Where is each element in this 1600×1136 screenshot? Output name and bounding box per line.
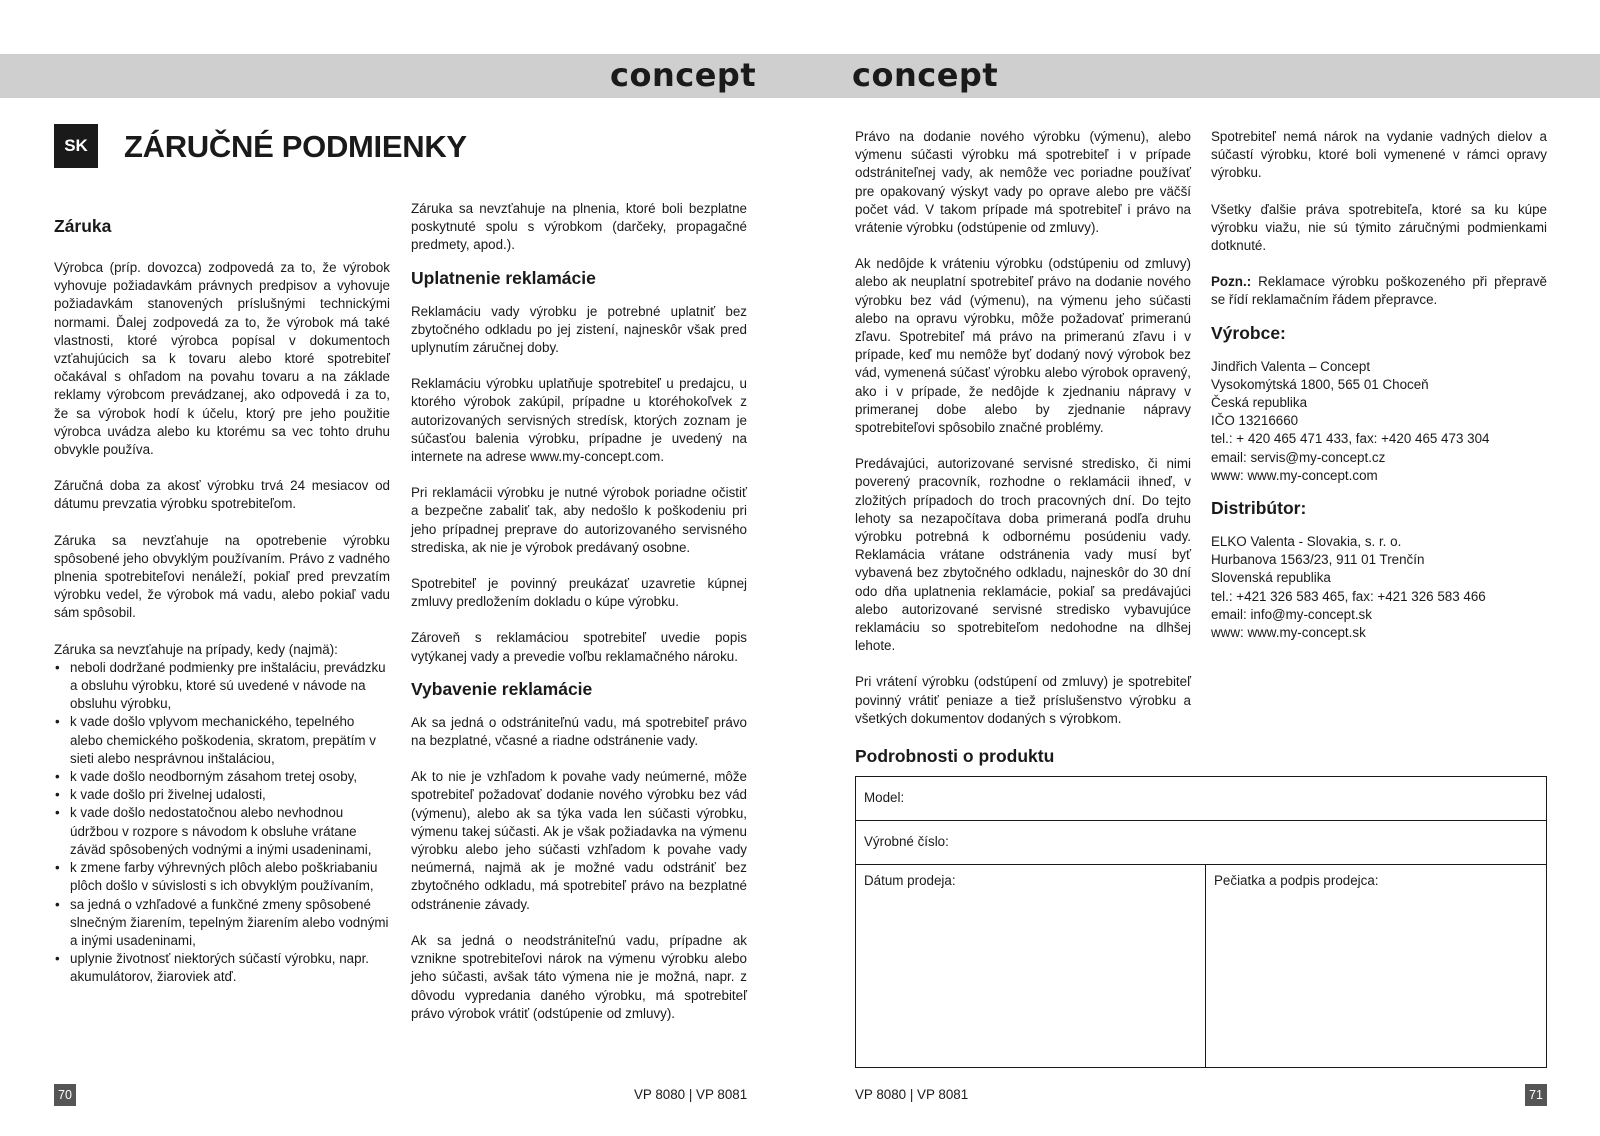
- list-item: • sa jedná o vzhľadové a funkčné zmeny spôsobené slnečným žiarením, tepelným žiarením alebo vodnými a inými usadeninami,: [70, 896, 390, 951]
- serial-number-field[interactable]: [856, 821, 1546, 865]
- settlement-heading: Vybavenie reklamácie: [411, 678, 593, 699]
- address-line: Hurbanova 1563/23, 911 01 Trenčín: [1211, 552, 1425, 568]
- product-details-table: [855, 776, 1547, 1068]
- paragraph: Záruka sa nevzťahuje na plnenia, ktoré boli bezplatne poskytnuté spolu s výrobkom (darčeky, propagačné predmety, apod.).: [411, 201, 747, 253]
- paragraph: Spotrebiteľ je povinný preukázať uzavretie kúpnej zmluvy predložením dokladu o kúpe výrobku.: [411, 576, 747, 610]
- paragraph: Záruka sa nevzťahuje na opotrebenie výrobku spôsobené jeho obvyklým používaním. Právo z vadného plnenia spotrebiteľovi nenáleží, pokiaľ pred prevzatím výrobku vedel, že výrobok má vadu, alebo pokiaľ vadu sám spôsobil.: [54, 532, 390, 621]
- paragraph: Ak sa jedná o neodstrániteľnú vadu, prípadne ak vznikne spotrebiteľovi nárok na výmenu výrobku alebo jeho súčasti, avšak táto výmena nie je možná, napr. z dôvodu vypredania daného výrobku, má spotrebiteľ právo výrobok vrátiť (odstúpenie od zmluvy).: [411, 932, 747, 1021]
- paragraph: Zároveň s reklamáciou spotrebiteľ uvedie popis vytýkanej vady a prevedie voľbu reklamačného nároku.: [411, 630, 747, 664]
- distributor-heading: Distribútor:: [1211, 498, 1307, 519]
- note-text: Reklamace výrobku poškozeného při přepravě se řídí reklamačním řádem přepravce.: [1211, 274, 1547, 308]
- address-line: tel.: +421 326 583 465, fax: +421 326 583 466: [1211, 588, 1486, 604]
- address-line: Jindřich Valenta – Concept: [1211, 358, 1371, 374]
- seller-stamp-field[interactable]: [1206, 865, 1546, 1067]
- address-line: www: www.my-concept.sk: [1211, 625, 1366, 641]
- footer-model-left: VP 8080 | VP 8081: [634, 1087, 748, 1102]
- paragraph: Právo na dodanie nového výrobku (výmenu), alebo výmenu súčasti výrobku má spotrebiteľ i v prípade odstrániteľnej vady, ak nemôže vec poriadne používať pre opakovaný výskyt vady po oprave alebo pre väčší počet vád. V takom prípade má spotrebiteľ i právo na vrátenie výrobku (odstúpenie od zmluvy).: [855, 129, 1191, 236]
- paragraph: Všetky ďalšie práva spotrebiteľa, ktoré sa ku kúpe výrobku viažu, nie sú týmito záručnými podmienkami dotknuté.: [1211, 201, 1547, 254]
- note-paragraph: [1211, 273, 1547, 309]
- list-item: • neboli dodržané podmienky pre inštaláciu, prevádzku a obsluhu výrobku, ktoré sú uvedené v návode na obsluhu výrobku,: [70, 659, 390, 714]
- footer-model-right: VP 8080 | VP 8081: [855, 1087, 969, 1102]
- list-intro: Záruka sa nevzťahuje na prípady, kedy (najmä):: [54, 641, 338, 657]
- address-line: email: info@my-concept.sk: [1211, 606, 1372, 622]
- page-number-left: 70: [54, 1084, 76, 1106]
- language-badge: SK: [54, 124, 98, 168]
- column-1: [54, 215, 390, 987]
- address-line: IČO 13216660: [1211, 413, 1299, 429]
- list-item: • k vade došlo nedostatočnou alebo nevhodnou údržbou v rozpore s návodom k obsluhe vrátane záväd spôsobených vodnými a inými usadeninami,: [70, 804, 390, 859]
- paragraph: Pri vrátení výrobku (odstúpení od zmluvy) je spotrebiteľ povinný vrátiť peniaze a tiež príslušenstvo výrobku a všetkých dokumentov dodaných s výrobkom.: [855, 674, 1191, 726]
- page-title: ZÁRUČNÉ PODMIENKY: [124, 129, 467, 164]
- column-2: [411, 200, 747, 1041]
- serial-number-label: Výrobné číslo:: [864, 834, 949, 849]
- paragraph: Reklamáciu vady výrobku je potrebné uplatniť bez zbytočného odkladu po jej zistení, najneskôr však pred uplynutím záručnej doby.: [411, 303, 747, 356]
- sale-date-field[interactable]: [856, 865, 1206, 1067]
- column-4: [1211, 128, 1547, 642]
- paragraph: Ak nedôjde k vráteniu výrobku (odstúpeniu od zmluvy) alebo ak neuplatní spotrebiteľ právo na dodanie nového výrobku bez vád (výmenu), na výmenu jeho súčasti alebo na opravu výrobku, môže požadovať primeranú zľavu. Spotrebiteľ má právo na primeranú zľavu i v prípade, keď mu nemôže byť dodaný nový výrobok bez vád, vymenená súčasť výrobku alebo výrobok opravený, ako i v prípade, že nedôjde k zjednaniu nápravy v primeranej dobe alebo by zjednanie nápravy spotrebiteľovi spôsobilo značné problémy.: [855, 256, 1191, 436]
- manufacturer-heading: Výrobce:: [1211, 322, 1286, 343]
- sale-date-label: Dátum prodeja:: [864, 873, 956, 888]
- page-number-right: 71: [1525, 1084, 1547, 1106]
- exclusions-list: [54, 659, 390, 987]
- model-label: Model:: [864, 790, 905, 805]
- column-3: [855, 128, 1191, 746]
- paragraph: Výrobca (príp. dovozca) zodpovedá za to, že výrobok vyhovuje požiadavkám právnych predpisov a vyhovuje požiadavkám stanovených príslušnými technickými normami. Ďalej zodpovedá za to, že výrobok má také vlastnosti, ktoré výrobca popísal v dokumentoch vzťahujúcich sa k tovaru alebo ktoré spotrebiteľ očakával s ohľadom na povahu tovaru a na základe reklamy výrobcom prevádzanej, ako odpovedá i za to, že sa výrobok hodí k účelu, ktorý pre jeho použitie výrobca uvádza alebo ku ktorému sa vec tohto druhu obvykle používa.: [54, 260, 390, 458]
- address-line: email: servis@my-concept.cz: [1211, 449, 1386, 465]
- paragraph: Pri reklamácii výrobku je nutné výrobok poriadne očistiť a bezpečne zabaliť tak, aby nedošlo k poškodeniu pri jeho prípadnej preprave do autorizovaného servisného strediska, ak nie je výrobok predávaný osobne.: [411, 485, 747, 555]
- list-item: • k zmene farby výhrevných plôch alebo poškriabaniu plôch došlo v súvislosti s ich obvyklým používaním,: [70, 859, 390, 895]
- manufacturer-address: [1211, 358, 1547, 485]
- address-line: Česká republika: [1211, 395, 1308, 411]
- list-item: • uplynie životnosť niektorých súčastí výrobku, napr. akumulátorov, žiaroviek atď.: [70, 950, 390, 986]
- warranty-heading: Záruka: [54, 216, 112, 236]
- list-item: • k vade došlo pri živelnej udalosti,: [70, 786, 390, 804]
- paragraph: Spotrebiteľ nemá nárok na vydanie vadných dielov a súčastí výrobku, ktoré boli vymenené v rámci opravy výrobku.: [1211, 129, 1547, 181]
- address-line: ELKO Valenta - Slovakia, s. r. o.: [1211, 534, 1402, 550]
- address-line: www: www.my-concept.com: [1211, 467, 1378, 483]
- note-label: Pozn.:: [1211, 274, 1252, 290]
- paragraph: Predávajúci, autorizované servisné stredisko, či nimi poverený pracovník, rozhodne o reklamácii ihneď, v zložitých prípadoch do troch pracovných dní. Do tejto lehoty sa nezapočítava doba primeraná podľa druhu výrobku potrebná k odbornému posúdeniu vady. Reklamácia vrátane odstránenia vady musí byť vybavená bez zbytočného odkladu, najneskôr do 30 dní odo dňa uplatnenia reklamácie, pokiaľ sa predávajúci alebo autorizované servisné stredisko vybavujúce reklamáciu so spotrebiteľom nedohodne na dlhšej lehote.: [855, 456, 1191, 654]
- distributor-address: [1211, 533, 1547, 642]
- paragraph: Ak sa jedná o odstrániteľnú vadu, má spotrebiteľ právo na bezplatné, včasné a riadne odstránenie vady.: [411, 714, 747, 749]
- seller-stamp-label: Pečiatka a podpis prodejca:: [1214, 873, 1379, 888]
- list-item: • k vade došlo neodborným zásahom tretej osoby,: [70, 768, 390, 786]
- product-details-heading: Podrobnosti o produktu: [855, 746, 1055, 766]
- address-line: tel.: + 420 465 471 433, fax: +420 465 473 304: [1211, 431, 1490, 447]
- paragraph: Reklamáciu výrobku uplatňuje spotrebiteľ u predajcu, u ktorého výrobok zakúpil, prípadne u ktoréhokoľvek z autorizovaných servisných stredísk, ktorých zoznam je súčasťou balenia výrobku, prípadne je uvedený na internete na adrese www.my-concept.com.: [411, 376, 747, 465]
- list-item: • k vade došlo vplyvom mechanického, tepelného alebo chemického poškodenia, skratom, prepätím v sieti alebo nesprávnou inštaláciou,: [70, 713, 390, 768]
- paragraph: Záručná doba za akosť výrobku trvá 24 mesiacov od dátumu prevzatia výrobku spotrebiteľom.: [54, 478, 390, 512]
- model-field[interactable]: [856, 777, 1546, 821]
- address-line: Vysokomýtská 1800, 565 01 Choceň: [1211, 376, 1429, 392]
- address-line: Slovenská republika: [1211, 570, 1331, 586]
- claim-heading: Uplatnenie reklamácie: [411, 267, 596, 288]
- brand-logo-right: concept: [852, 56, 999, 94]
- brand-logo-left: concept: [610, 56, 757, 94]
- paragraph: Ak to nie je vzhľadom k povahe vady neúmerné, môže spotrebiteľ požadovať dodanie nového výrobku bez vád (výmenu), alebo ak sa týka vada len súčasti výrobku, výmenu takej súčasti. Ak je však požiadavka na výmenu výrobku alebo jeho súčasti vzhľadom k povahe vady neúmerná, najmä ak je možné vadu odstrániť bez zbytočného odkladu, má spotrebiteľ právo na bezplatné odstránenie závady.: [411, 769, 747, 912]
- header-bar: [0, 54, 1600, 98]
